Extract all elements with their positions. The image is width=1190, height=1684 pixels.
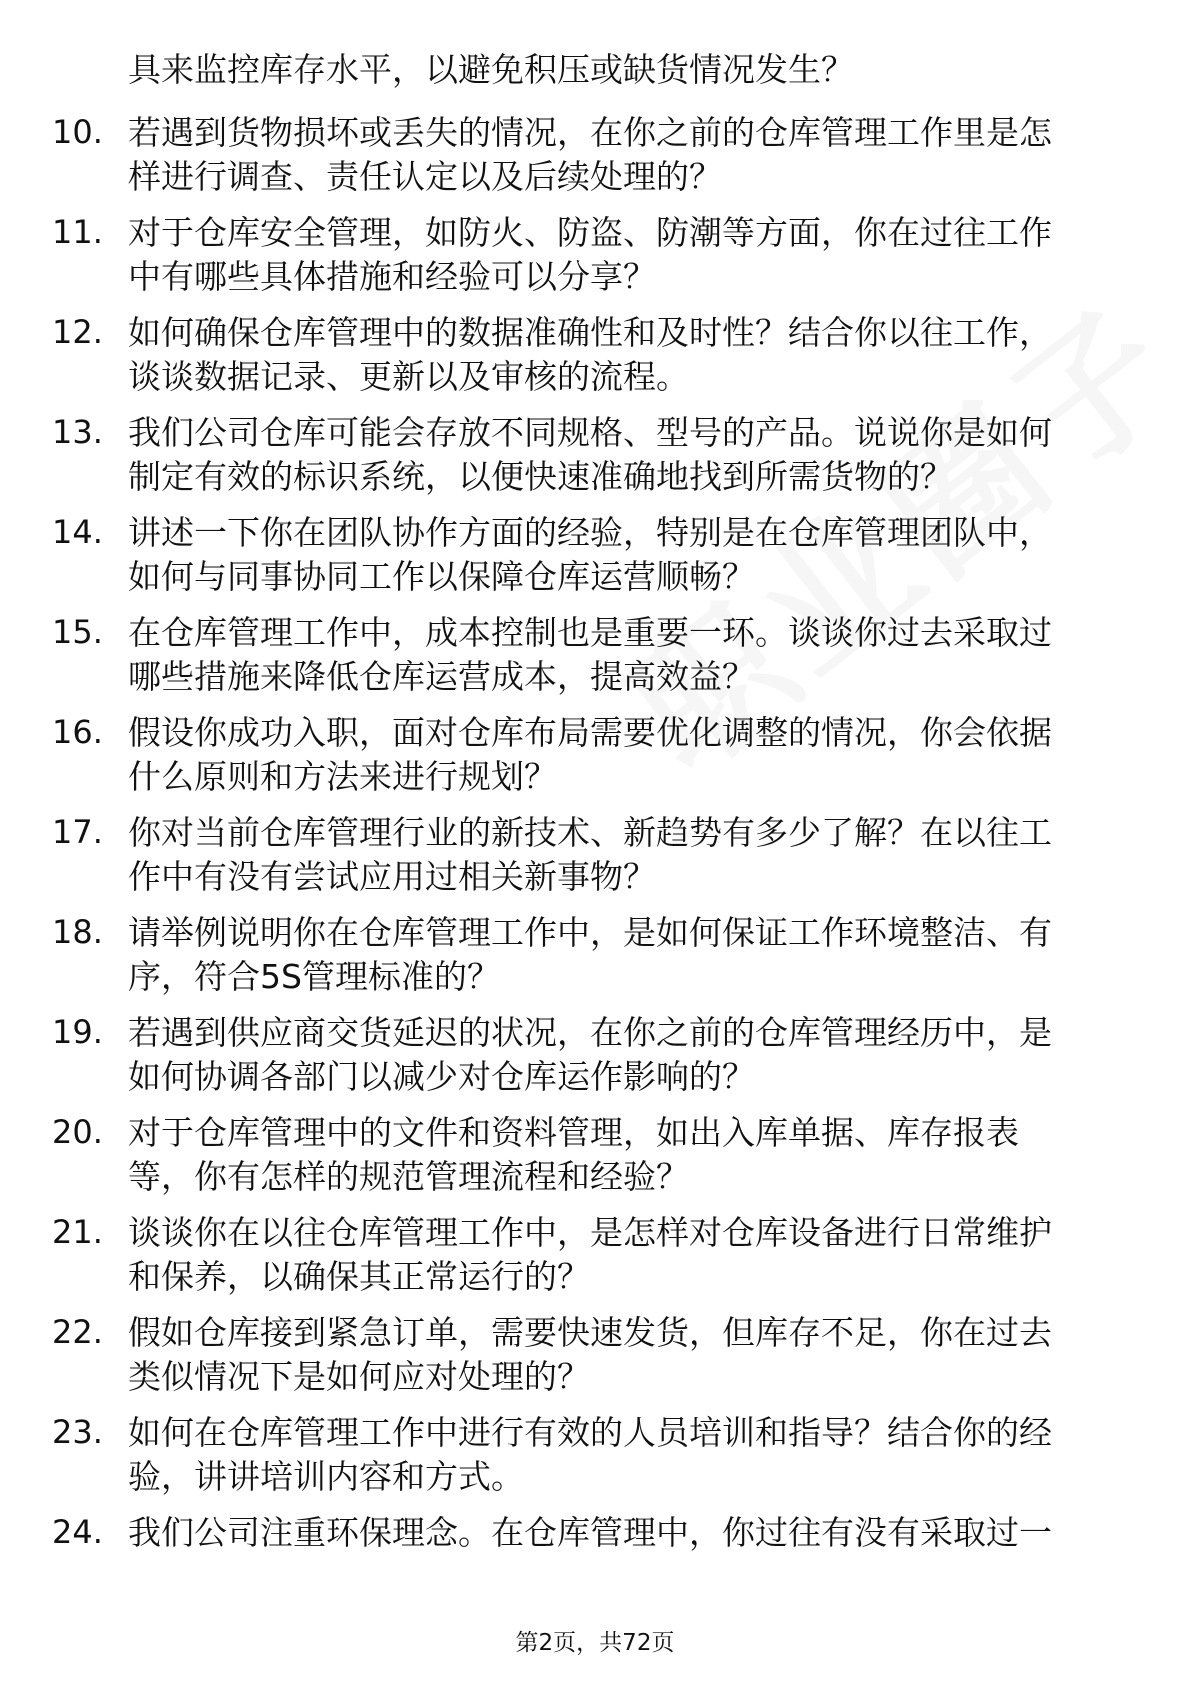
question-text-line: 谈谈数据记录、更新以及审核的流程。 [128, 357, 689, 396]
question-item [0, 909, 1190, 1009]
question-number: 15. [52, 613, 103, 651]
question-text-line: 作中有没有尝试应用过相关新事物？ [128, 857, 656, 896]
question-text-line: 对于仓库安全管理，如防火、防盗、防潮等方面，你在过往工作 [128, 213, 1052, 252]
question-text-line: 序，符合5S管理标准的？ [128, 957, 500, 996]
question-number: 13. [52, 413, 103, 451]
question-text-line: 你对当前仓库管理行业的新技术、新趋势有多少了解？在以往工 [128, 813, 1052, 852]
question-item [0, 1109, 1190, 1209]
question-text-line: 对于仓库管理中的文件和资料管理，如出入库单据、库存报表 [128, 1113, 1019, 1152]
question-text-line: 假如仓库接到紧急订单，需要快速发货，但库存不足，你在过去 [128, 1313, 1052, 1352]
question-item [0, 309, 1190, 409]
question-text-line: 和保养，以确保其正常运行的？ [128, 1257, 590, 1296]
question-item [0, 1009, 1190, 1109]
question-number: 21. [52, 1213, 103, 1251]
question-text-line: 讲述一下你在团队协作方面的经验，特别是在仓库管理团队中， [128, 513, 1052, 552]
question-text-line: 假设你成功入职，面对仓库布局需要优化调整的情况，你会依据 [128, 713, 1052, 752]
question-text-line: 制定有效的标识系统，以便快速准确地找到所需货物的？ [128, 457, 953, 496]
question-text-line: 如何确保仓库管理中的数据准确性和及时性？结合你以往工作， [128, 313, 1052, 352]
question-item [0, 1309, 1190, 1409]
question-text-line: 什么原则和方法来进行规划？ [128, 757, 557, 796]
question-number: 19. [52, 1013, 103, 1051]
question-item [0, 1409, 1190, 1509]
question-text-line: 我们公司仓库可能会存放不同规格、型号的产品。说说你是如何 [128, 413, 1052, 452]
question-number: 17. [52, 813, 103, 851]
question-text-line: 样进行调查、责任认定以及后续处理的？ [128, 157, 722, 196]
question-item [0, 509, 1190, 609]
question-number: 12. [52, 313, 103, 351]
question-text-line: 如何与同事协同工作以保障仓库运营顺畅？ [128, 557, 755, 596]
question-item [0, 609, 1190, 709]
question-item [0, 109, 1190, 209]
question-text-line: 如何在仓库管理工作中进行有效的人员培训和指导？结合你的经 [128, 1413, 1052, 1452]
question-text-line: 哪些措施来降低仓库运营成本，提高效益？ [128, 657, 755, 696]
question-number: 16. [52, 713, 103, 751]
question-text-line: 在仓库管理工作中，成本控制也是重要一环。谈谈你过去采取过 [128, 613, 1052, 652]
question-number: 24. [52, 1513, 103, 1551]
question-text-line: 类似情况下是如何应对处理的？ [128, 1357, 590, 1396]
question-number: 23. [52, 1413, 103, 1451]
continuation-text: 具来监控库存水平，以避免积压或缺货情况发生？ [128, 50, 854, 89]
question-list [0, 109, 1190, 1609]
question-number: 11. [52, 213, 103, 251]
question-text-line: 如何协调各部门以减少对仓库运作影响的？ [128, 1057, 755, 1096]
question-text-line: 中有哪些具体措施和经验可以分享？ [128, 257, 656, 296]
question-number: 18. [52, 913, 103, 951]
page-footer: 第2页，共72页 [515, 1630, 675, 1656]
question-text-line: 验，讲讲培训内容和方式。 [128, 1457, 524, 1496]
question-number: 22. [52, 1313, 103, 1351]
question-text-line: 谈谈你在以往仓库管理工作中，是怎样对仓库设备进行日常维护 [128, 1213, 1052, 1252]
question-text-line: 若遇到供应商交货延迟的状况，在你之前的仓库管理经历中，是 [128, 1013, 1052, 1052]
question-number: 20. [52, 1113, 103, 1151]
question-item [0, 1209, 1190, 1309]
question-item [0, 709, 1190, 809]
question-text-line: 我们公司注重环保理念。在仓库管理中，你过往有没有采取过一 [128, 1513, 1052, 1552]
question-number: 10. [52, 113, 103, 151]
question-text-line: 等，你有怎样的规范管理流程和经验？ [128, 1157, 689, 1196]
question-text-line: 请举例说明你在仓库管理工作中，是如何保证工作环境整洁、有 [128, 913, 1052, 952]
question-item [0, 1509, 1190, 1609]
question-item [0, 209, 1190, 309]
question-number: 14. [52, 513, 103, 551]
question-item [0, 409, 1190, 509]
question-text-line: 若遇到货物损坏或丢失的情况，在你之前的仓库管理工作里是怎 [128, 113, 1052, 152]
question-item [0, 809, 1190, 909]
